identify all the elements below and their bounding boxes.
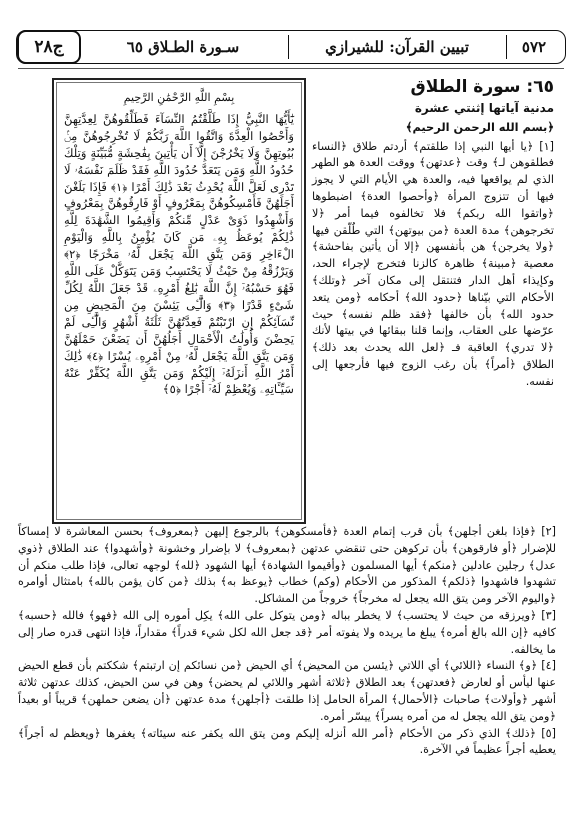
surah-header-name: سـورة الطـلاق ٦٥ <box>126 38 240 56</box>
surah-title: ٦٥: سورة الطلاق <box>410 77 554 97</box>
header-divider <box>506 35 508 59</box>
surah-subtitle: مدنية آياتها إثنتي عشرة <box>414 101 554 115</box>
header-rule <box>18 68 564 69</box>
quran-basmala: بِسْمِ اللَّهِ الرَّحْمَٰنِ الرَّحِيمِ <box>123 91 235 104</box>
surah-basmala: ﴿بسم الله الرحمن الرحيم﴾ <box>405 119 554 134</box>
commentary-paragraph: [٢] ﴿فإذا بلغن أجلهن﴾ بأن قرب إتمام العدة ﴿فأمسكوهن﴾ بالرجوع إليهن ﴿بمعروف﴾ بحسن المعاشرة لا إمساكاً للإضرار ﴿أو فارقوهن﴾ بأن تركوهن حتى تنقضي عدتهن ﴿بمعروف﴾ لا بإضرار وخشونة ﴿وأشهدوا﴾ عند الطلاق ﴿ذوي عدل﴾ رجلين عادلين ﴿منكم﴾ أيها المسلمون ﴿وأقيموا الشهادة﴾ أيها الشهود ﴿لله﴾ لوجهه تعالى، فإذا طلب منكم أن تشهدوا فاشهدوا ﴿ذلكم﴾ المذكور من الأحكام (وكم) خطاب ﴿يوعظ به﴾ بذلك ﴿من كان يؤمن بالله﴾ بامتثال أوامره ﴿واليوم الآخر ومن يتق الله يجعل له مخرجاً﴾ خروجاً من المشاكل. <box>18 525 556 606</box>
commentary-paragraph: [١] ﴿يا أيها النبي إذا طلقتم﴾ أردتم طلاق ﴿النساء فطلقوهن لـ﴾ وقت ﴿عدتهن﴾ ووقت العدة هو الطهر الذي لم يواقعها فيه، والعدة هي الأيام التي لا يجوز فيها أن تتزوج المرأة ﴿وأحصوا العدة﴾ اضبطوها ﴿واتقوا الله ربكم﴾ فلا تخالفوه فيما أمر ﴿لا تخرجوهن﴾ مدة العدة ﴿من بيوتهن﴾ التي طُلّقن فيها ﴿ولا يخرجن﴾ هن بأنفسهن ﴿إلا أن يأتين بفاحشة﴾ معصية ﴿مبينة﴾ ظاهرة كالزنا فتخرج لإجراء الحد، وكإيذاء أهل الدار فتنتقل إلى مكان آخر ﴿وتلك﴾ الأحكام التي بيّناها ﴿حدود الله﴾ أحكامه ﴿ومن يتعد حدود الله﴾ بأن خالفها ﴿فقد ظلم نفسه﴾ حيث عرّضها على العقاب، وإنما قلنا ببقائها في بيتها لأنك ﴿لا تدري﴾ العاقبة فـ ﴿لعل الله يحدث بعد ذلك﴾ الطلاق ﴿أمراً﴾ بأن رغب الزوج فيها فأرجعها إلى نفسه. <box>312 139 554 388</box>
commentary-paragraph: [٣] ﴿ويرزقه من حيث لا يحتسب﴾ لا يخطر بباله ﴿ومن يتوكل على الله﴾ يكِل أموره إلى الله ﴿فهو﴾ فالله ﴿حسبه﴾ كافيه ﴿إن الله بالغ أمره﴾ يبلغ ما يريده ولا يفوته أمر ﴿قد جعل الله لكل شيء قدراً﴾ مقداراً، فإذا انتهى قدره صار إلى ما يخالفه. <box>18 608 556 656</box>
juz-badge: ج٢٨ <box>17 30 81 64</box>
commentary-full-width <box>18 524 556 759</box>
commentary-paragraph: [٥] ﴿ذلك﴾ الذي ذكر من الأحكام ﴿أمر الله أنزله إليكم ومن يتق الله يكفر عنه سيئاته﴾ يغفرها ﴿ويعظم له أجراً﴾ يعطيه أجراً عظيماً في الآخرة. <box>18 726 556 757</box>
header-divider <box>288 35 290 59</box>
commentary-right-column <box>312 74 554 391</box>
page-header <box>16 30 566 64</box>
quran-verses: يَٰٓأَيُّهَا النَّبِيُّ إِذَا طَلَّقْتُمُ النِّسَآءَ فَطَلِّقُوهُنَّ لِعِدَّتِهِنَّ وَأَحْصُوا الْعِدَّةَ وَاتَّقُوا اللَّهَ رَبَّكُمْ لَا تُخْرِجُوهُنَّ مِنۢ بُيُوتِهِنَّ وَلَا يَخْرُجْنَ إِلَّآ أَن يَأْتِينَ بِفَٰحِشَةٍ مُّبَيِّنَةٍ وَتِلْكَ حُدُودُ اللَّهِ وَمَن يَتَعَدَّ حُدُودَ اللَّهِ فَقَدْ ظَلَمَ نَفْسَهُۥ لَا تَدْرِى لَعَلَّ اللَّهَ يُحْدِثُ بَعْدَ ذَٰلِكَ أَمْرًا ﴿١﴾ فَإِذَا بَلَغْنَ أَجَلَهُنَّ فَأَمْسِكُوهُنَّ بِمَعْرُوفٍ أَوْ فَارِقُوهُنَّ بِمَعْرُوفٍ وَأَشْهِدُوا ذَوَىْ عَدْلٍ مِّنكُمْ وَأَقِيمُوا الشَّهَٰدَةَ لِلَّهِ ذَٰلِكُمْ يُوعَظُ بِهِۦ مَن كَانَ يُؤْمِنُ بِاللَّهِ وَالْيَوْمِ الْءَاخِرِ وَمَن يَتَّقِ اللَّهَ يَجْعَل لَّهُۥ مَخْرَجًا ﴿٢﴾ وَيَرْزُقْهُ مِنْ حَيْثُ لَا يَحْتَسِبُ وَمَن يَتَوَكَّلْ عَلَى اللَّهِ فَهُوَ حَسْبُهُۥٓ إِنَّ اللَّهَ بَٰلِغُ أَمْرِهِۦ قَدْ جَعَلَ اللَّهُ لِكُلِّ شَىْءٍ قَدْرًا ﴿٣﴾ وَالَّٰٓـِٔى يَئِسْنَ مِنَ الْمَحِيضِ مِن نِّسَآئِكُمْ إِنِ ارْتَبْتُمْ فَعِدَّتُهُنَّ ثَلَٰثَةُ أَشْهُرٍ وَالَّٰٓـِٔى لَمْ يَحِضْنَ وَأُولَٰتُ الْأَحْمَالِ أَجَلُهُنَّ أَن يَضَعْنَ حَمْلَهُنَّ وَمَن يَتَّقِ اللَّهَ يَجْعَل لَّهُۥ مِنْ أَمْرِهِۦ يُسْرًا ﴿٤﴾ ذَٰلِكَ أَمْرُ اللَّهِ أَنزَلَهُۥٓ إِلَيْكُمْ وَمَن يَتَّقِ اللَّهَ يُكَفِّرْ عَنْهُ سَيِّـَٔاتِهِۦ وَيُعْظِمْ لَهُۥٓ أَجْرًا ﴿٥﴾ <box>64 111 294 397</box>
quran-text-panel <box>52 78 306 524</box>
commentary-paragraph: [٤] ﴿و﴾ النساء ﴿اللائي﴾ أي اللاتي ﴿يئسن من المحيض﴾ أي الحيض ﴿من نسائكم إن ارتبتم﴾ شككتم بأن قطع الحيض عنها ليأس أو لعارض ﴿فعدتهن﴾ بعد الطلاق ﴿ثلاثة أشهر واللائي لم يحضن﴾ وهن في سن الحيض، كذلك عدتهن ثلاثة أشهر ﴿وأولات﴾ صاحبات ﴿الأحمال﴾ المرأة الحامل إذا طلقت ﴿أجلهن﴾ مدة عدتهن ﴿أن يضعن حملهن﴾ قريباً أو بعيداً ﴿ومن يتق الله يجعل له من أمره يسراً﴾ ييسّر أمره. <box>18 659 556 723</box>
book-title: تبيين القرآن: للشيرازي <box>325 38 469 56</box>
page-number: ٥٧٢ <box>521 38 547 56</box>
